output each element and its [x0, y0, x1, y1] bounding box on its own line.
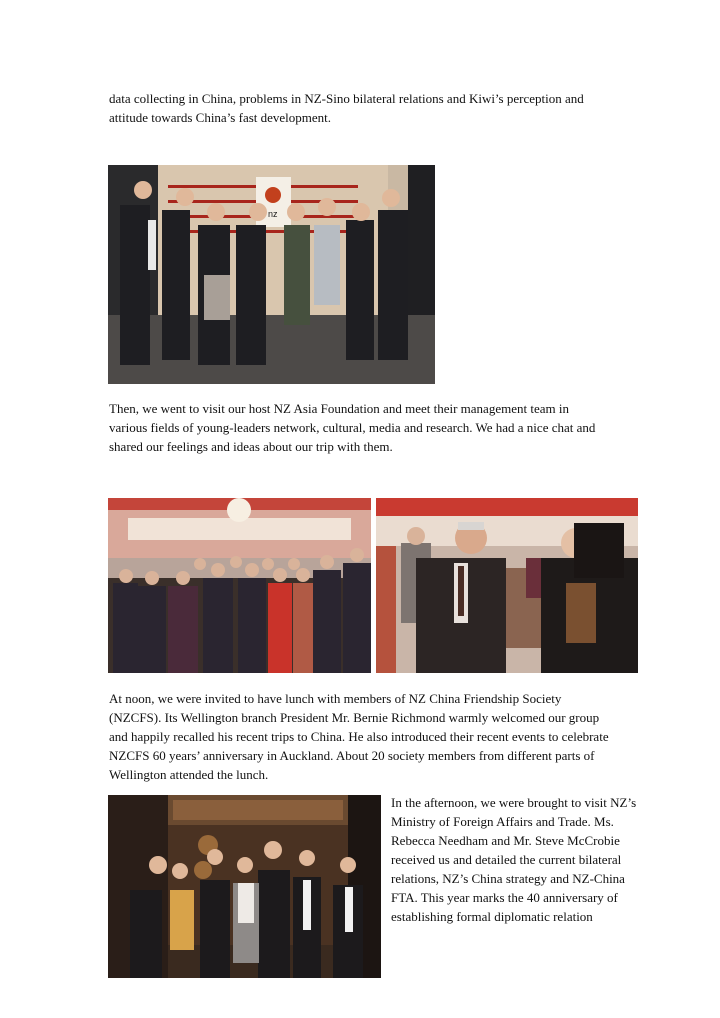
svg-text:nz: nz: [268, 209, 278, 219]
text-line: establishing formal diplomatic relation: [391, 909, 593, 924]
text-line: At noon, we were invited to have lunch with members of NZ China Friendship Society: [109, 691, 562, 706]
text-line: Ministry of Foreign Affairs and Trade. Ms.: [391, 814, 614, 829]
paragraph-nzcfs-lunch: [109, 689, 669, 784]
photo-president-conversation: [376, 498, 638, 673]
text-line: and happily recalled his recent trips to China. He also introduced their recent events to celebrate: [109, 729, 609, 744]
text-line: In the afternoon, we were brought to visit NZ’s: [391, 795, 637, 810]
text-line: Rebecca Needham and Mr. Steve McCrobie: [391, 833, 620, 848]
text-line: (NZCFS). Its Wellington branch President Mr. Bernie Richmond warmly welcomed our group: [109, 710, 600, 725]
photo-group-mfat: [108, 795, 381, 978]
paragraph-nz-asia-foundation: [109, 399, 669, 456]
text-line: shared our feelings and ideas about our trip with them.: [109, 439, 393, 454]
text-line: Then, we went to visit our host NZ Asia Foundation and meet their management team in: [109, 401, 569, 416]
paragraph-intro-continued: [109, 89, 669, 127]
text-line: various fields of young-leaders network, cultural, media and research. We had a nice chat and: [109, 420, 596, 435]
text-line: data collecting in China, problems in NZ-Sino bilateral relations and Kiwi’s perception and: [109, 91, 584, 106]
photo-group-lunch-nzcfs: [108, 498, 371, 673]
text-line: relations, NZ’s China strategy and NZ-China: [391, 871, 625, 886]
text-line: Wellington attended the lunch.: [109, 767, 269, 782]
text-line: NZCFS 60 years’ anniversary in Auckland. About 20 society members from different parts of: [109, 748, 595, 763]
text-line: FTA. This year marks the 40 anniversary of: [391, 890, 618, 905]
photo-group-nz-asia-foundation: [108, 165, 435, 384]
text-line: received us and detailed the current bilateral: [391, 852, 622, 867]
paragraph-mfat-visit: [391, 793, 691, 926]
text-line: attitude towards China’s fast development.: [109, 110, 332, 125]
